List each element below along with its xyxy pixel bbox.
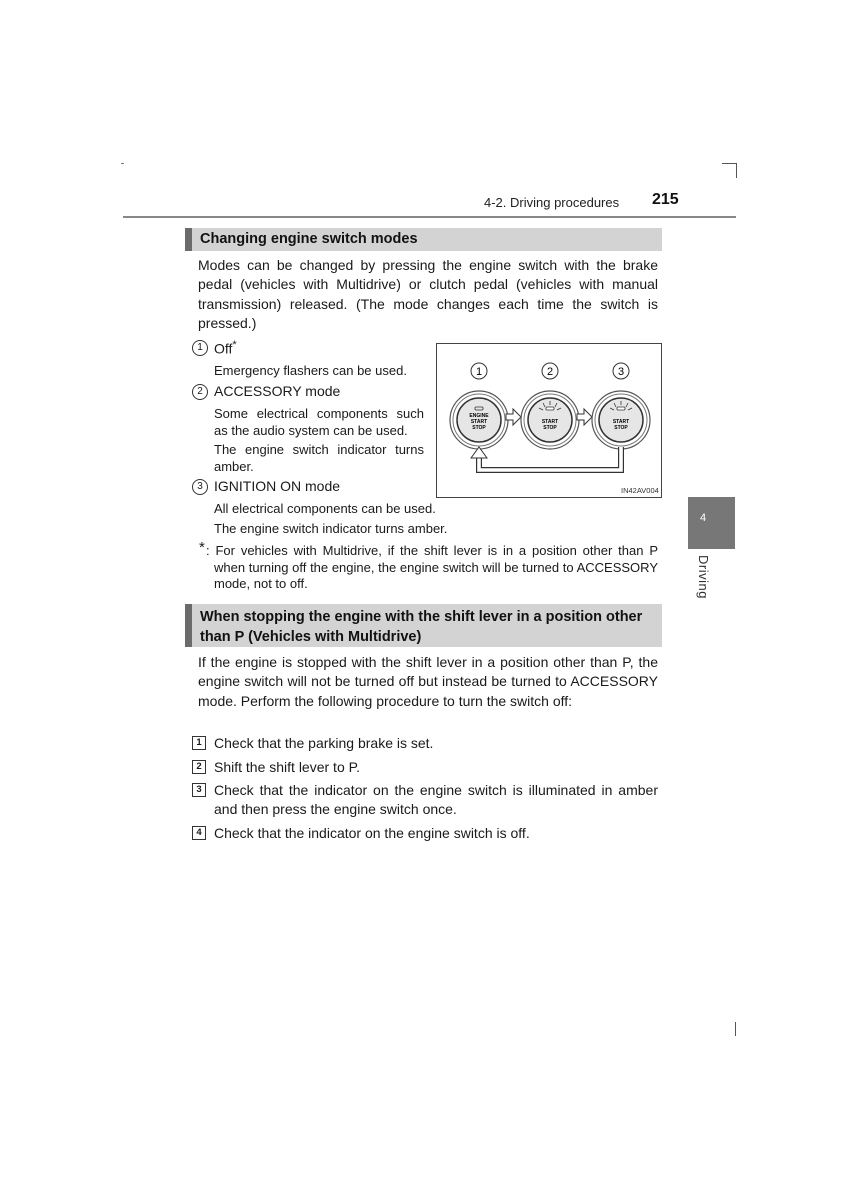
mode-desc: The engine switch indicator turns amber. <box>214 442 424 474</box>
mode-desc: Some electrical components such as the audio system can be used. <box>214 406 424 438</box>
footnote-mark: * <box>199 539 205 556</box>
mode-label-accessory: ACCESSORY mode <box>214 383 341 399</box>
svg-text:START: START <box>470 419 488 425</box>
crop-mark <box>735 1022 736 1036</box>
engine-switch-diagram <box>437 344 661 497</box>
footnote-text: : For vehicles with Multidrive, if the shift lever is in a position other than P when turning off the engine, the engine switch will be turned to ACCESSORY mode, not to off. <box>206 543 658 591</box>
mode-desc: The engine switch indicator turns amber. <box>214 521 448 536</box>
chapter-tab-label: Driving <box>696 555 711 599</box>
procedure-step: Shift the shift lever to P. <box>214 759 361 775</box>
mode-label-off: Off* <box>214 339 237 357</box>
step-number-circle: 3 <box>192 479 208 495</box>
procedure-step: Check that the parking brake is set. <box>214 735 434 751</box>
step-number-box: 3 <box>192 783 206 797</box>
step-number-circle: 1 <box>192 340 208 356</box>
svg-text:STOP: STOP <box>543 425 557 431</box>
mode-label-ignition-on: IGNITION ON mode <box>214 478 341 494</box>
engine-switch-button-off <box>450 391 508 449</box>
step-number-circle: 2 <box>192 384 208 400</box>
svg-text:START: START <box>612 419 630 425</box>
svg-text:STOP: STOP <box>614 425 628 431</box>
running-header-section: 4-2. Driving procedures <box>484 195 620 210</box>
svg-text:START: START <box>541 419 559 425</box>
svg-text:STOP: STOP <box>472 425 486 431</box>
engine-switch-figure <box>436 343 662 498</box>
mode-desc: Emergency flashers can be used. <box>214 363 407 378</box>
figure-label-1: 1 <box>475 366 483 378</box>
engine-switch-button-ignition-on <box>592 391 650 449</box>
figure-label-3: 3 <box>617 366 625 378</box>
svg-text:ENGINE: ENGINE <box>469 413 489 419</box>
procedure-step: Check that the indicator on the engine switch is off. <box>214 825 530 841</box>
figure-code: IN42AV004 <box>621 486 659 495</box>
section-heading-shift-lever: When stopping the engine with the shift lever in a position other than P (Vehicles with Multidrive) <box>185 604 662 647</box>
section-intro: If the engine is stopped with the shift lever in a position other than P, the engine switch will not be turned off but instead be turned to ACCESSORY mode. Perform the following procedure to turn the switch off: <box>198 654 658 709</box>
step-number-box: 4 <box>192 826 206 840</box>
engine-switch-button-accessory <box>521 391 579 449</box>
step-number-box: 1 <box>192 736 206 750</box>
procedure-step: Check that the indicator on the engine switch is illuminated in amber and then press the engine switch once. <box>214 782 658 818</box>
section-heading-modes: Changing engine switch modes <box>185 228 662 251</box>
chapter-tab-number: 4 <box>699 512 707 524</box>
crop-mark <box>722 163 737 178</box>
step-number-box: 2 <box>192 760 206 774</box>
header-rule <box>123 216 736 218</box>
figure-label-2: 2 <box>546 366 554 378</box>
page-number: 215 <box>652 191 679 208</box>
section-intro: Modes can be changed by pressing the engine switch with the brake pedal (vehicles with Multidrive) or clutch pedal (vehicles with manual transmission) released. (The mode changes each time the switch is pressed.) <box>198 257 658 332</box>
crop-mark <box>121 163 124 164</box>
mode-desc: All electrical components can be used. <box>214 501 436 516</box>
